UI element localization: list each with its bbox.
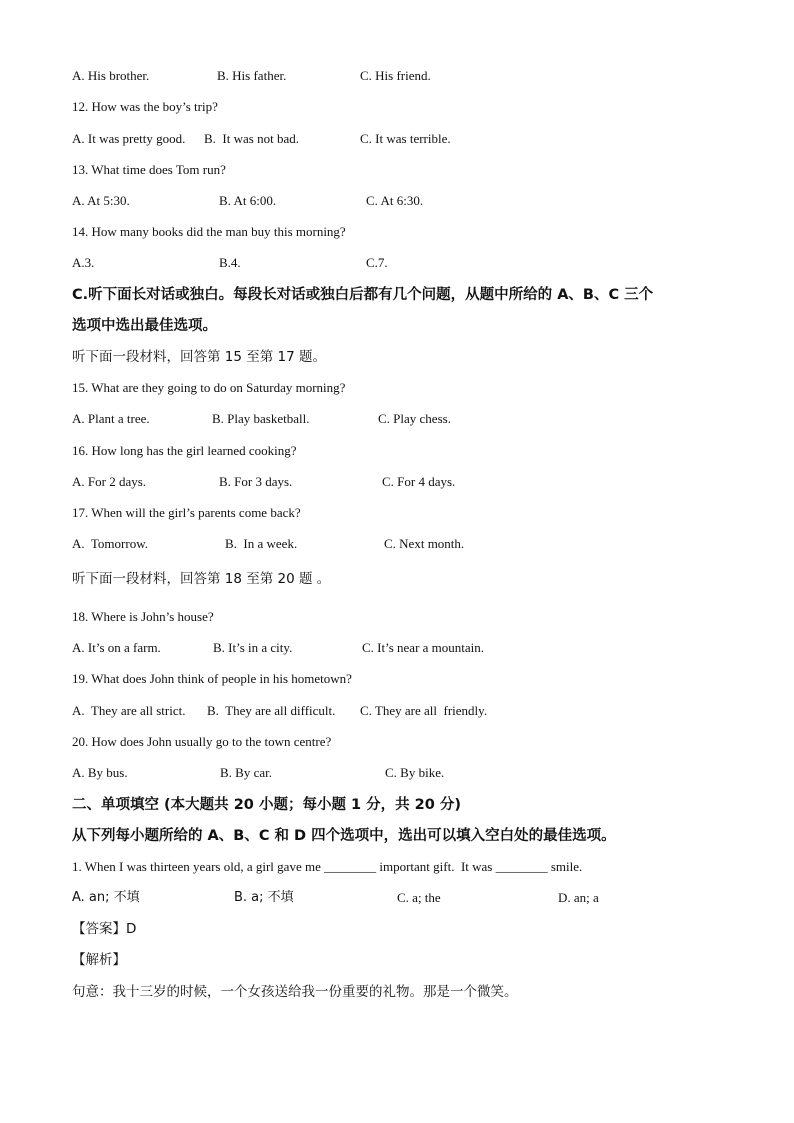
q15-option-b: B. Play basketball. <box>212 411 310 426</box>
q12-option-b: B. It was not bad. <box>204 131 299 146</box>
q20-question: 20. How does John usually go to the town centre? <box>72 734 332 749</box>
q14-option-b: B.4. <box>219 255 241 270</box>
q13-question: 13. What time does Tom run? <box>72 162 226 177</box>
q1-option-d: D. an; a <box>558 890 599 905</box>
q16-option-c: C. For 4 days. <box>382 474 456 489</box>
q12-option-a: A. It was pretty good. <box>72 131 186 146</box>
q18-option-c: C. It’s near a mountain. <box>362 640 485 655</box>
q1-option-b: B. a; 不填 <box>234 890 294 905</box>
section-c-heading-line2: 选项中选出最佳选项。 <box>72 318 217 334</box>
part-2-heading: 二、单项填空 (本大题共 20 小题；每小题 1 分，共 20 分) <box>72 797 462 813</box>
q17-option-b: B. In a week. <box>225 536 298 551</box>
q14-question: 14. How many books did the man buy this morning? <box>72 224 346 239</box>
q18-option-a: A. It’s on a farm. <box>72 640 161 655</box>
q1-translation: 句意：我十三岁的时候，一个女孩送给我一份重要的礼物。那是一个微笑。 <box>72 984 518 1000</box>
q20-option-a: A. By bus. <box>72 765 128 780</box>
q14-option-c: C.7. <box>366 255 388 270</box>
section-c-heading-line1: C.听下面长对话或独白。每段长对话或独白后都有几个问题，从题中所给的 A、B、C 三个 <box>72 287 654 303</box>
q1-analysis-label: 【解析】 <box>72 952 126 968</box>
q19-option-b: B. They are all difficult. <box>207 703 336 718</box>
q12-question: 12. How was the boy’s trip? <box>72 99 218 114</box>
q13-option-a: A. At 5:30. <box>72 193 130 208</box>
q11-option-b: B. His father. <box>217 68 287 83</box>
material-1-instruction: 听下面一段材料，回答第 15 至第 17 题。 <box>72 349 327 365</box>
q19-option-c: C. They are all friendly. <box>360 703 488 718</box>
q1-option-a: A. an; 不填 <box>72 890 140 905</box>
q20-option-c: C. By bike. <box>385 765 445 780</box>
q12-option-c: C. It was terrible. <box>360 131 451 146</box>
q18-question: 18. Where is John’s house? <box>72 609 214 624</box>
q18-option-b: B. It’s in a city. <box>213 640 293 655</box>
q16-option-b: B. For 3 days. <box>219 474 293 489</box>
q1-question: 1. When I was thirteen years old, a girl gave me ________ important gift. It was ________ smile. <box>72 859 583 874</box>
q13-option-c: C. At 6:30. <box>366 193 424 208</box>
q19-question: 19. What does John think of people in his hometown? <box>72 671 352 686</box>
q1-option-c: C. a; the <box>397 890 441 905</box>
q15-option-c: C. Play chess. <box>378 411 451 426</box>
q19-option-a: A. They are all strict. <box>72 703 186 718</box>
q1-answer: 【答案】D <box>72 921 137 937</box>
q20-option-b: B. By car. <box>220 765 272 780</box>
q17-question: 17. When will the girl’s parents come back? <box>72 505 301 520</box>
q13-option-b: B. At 6:00. <box>219 193 277 208</box>
q11-option-a: A. His brother. <box>72 68 150 83</box>
q16-option-a: A. For 2 days. <box>72 474 147 489</box>
q15-option-a: A. Plant a tree. <box>72 411 150 426</box>
q14-option-a: A.3. <box>72 255 95 270</box>
q17-option-c: C. Next month. <box>384 536 465 551</box>
q11-option-c: C. His friend. <box>360 68 431 83</box>
part-2-instruction: 从下列每小题所给的 A、B、C 和 D 四个选项中，选出可以填入空白处的最佳选项。 <box>72 828 616 844</box>
q16-question: 16. How long has the girl learned cooking? <box>72 443 297 458</box>
q17-option-a: A. Tomorrow. <box>72 536 149 551</box>
material-2-instruction: 听下面一段材料，回答第 18 至第 20 题 。 <box>72 571 331 587</box>
q15-question: 15. What are they going to do on Saturday morning? <box>72 380 346 395</box>
